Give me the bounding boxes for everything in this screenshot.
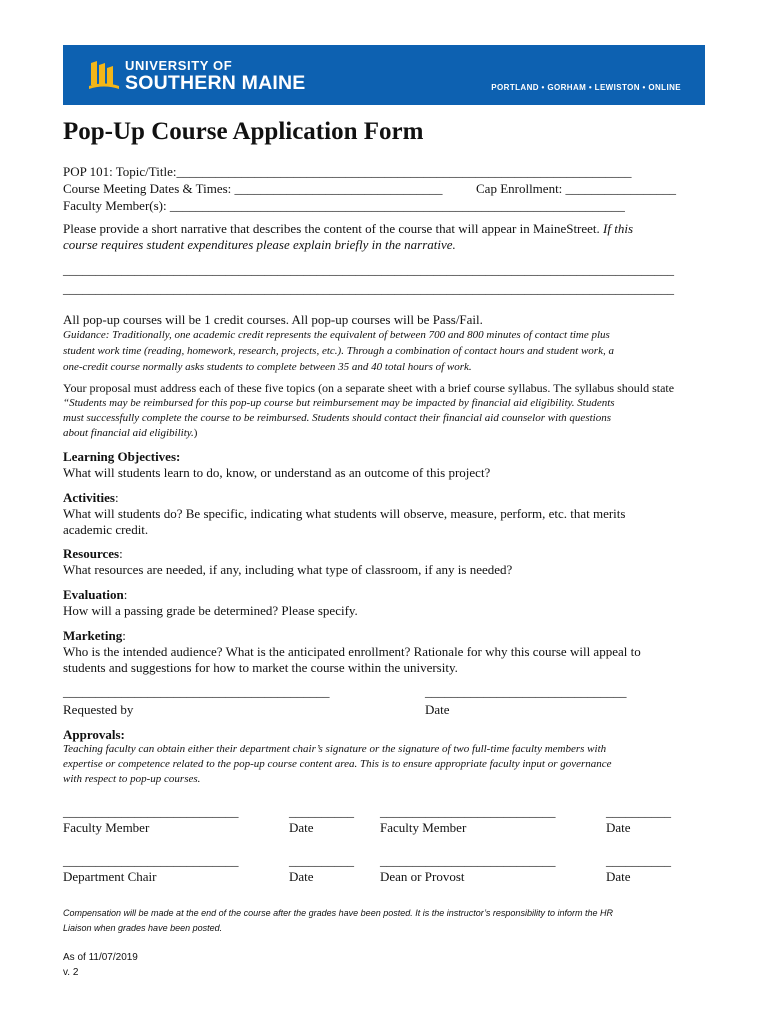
logo-university-of: UNIVERSITY OF [125,58,233,73]
faculty-member-label: Faculty Member [63,820,150,835]
proposal-line: must successfully complete the course to be reimbursed. Students should contact their financial aid counselor with questions [63,412,611,424]
university-banner [63,45,705,105]
topic-title-field[interactable]: POP 101: Topic/Title:______________________________________________________________________ [63,164,632,179]
date-label: Date [606,820,631,835]
approvals-text: Teaching faculty can obtain either their department chair’s signature or the signature of two full-time faculty members with [63,743,607,755]
dean-provost-signature-line[interactable]: ___________________________ [380,853,556,868]
narrative-instructions: Please provide a short narrative that describes the content of the course that will appear in MaineStreet. If this [63,221,634,236]
topic-activities: Activities: What will students do? Be specific, indicating what students will observe, measure, perform, etc. that merits academic credit. [63,490,626,537]
date-label: Date [289,820,314,835]
campus-list: PORTLAND • GORHAM • LEWISTON • ONLINE [491,83,681,92]
topic-learning-objectives: Learning Objectives: What will students learn to do, know, or understand as an outcome of this project? [63,449,491,480]
narrative-expenditure-note: course requires student expenditures please explain briefly in the narrative. [63,237,456,252]
department-chair-label: Department Chair [63,869,157,884]
cap-enrollment-field[interactable]: Cap Enrollment: _________________ [476,181,677,196]
guidance-line: one-credit course normally asks students to complete between 35 and 40 total hours of work. [63,361,472,373]
requested-by-signature-line[interactable]: _________________________________________ [63,684,330,699]
narrative-blank-line-1[interactable]: ______________________________________________________________________________________________ [63,262,674,277]
credit-note: All pop-up courses will be 1 credit courses. All pop-up courses will be Pass/Fail. [63,312,483,327]
department-chair-date-line[interactable]: __________ [289,853,354,868]
faculty-member-2-label: Faculty Member [380,820,467,835]
date-label: Date [289,869,314,884]
department-chair-signature-line[interactable]: ___________________________ [63,853,239,868]
approvals-heading: Approvals: [63,727,125,742]
faculty-member-2-date-line[interactable]: __________ [606,804,671,819]
proposal-line: “Students may be reimbursed for this pop-up course but reimbursement may be impacted by financial aid eligibility. Students [63,397,615,409]
request-date-label: Date [425,702,450,717]
proposal-line: about financial aid eligibility.) [63,427,198,439]
compensation-note: Compensation will be made at the end of the course after the grades have been posted. It is the instructor’s responsibility to inform the HR [63,908,613,918]
requested-by-label: Requested by [63,702,134,717]
page-title: Pop-Up Course Application Form [63,118,424,145]
as-of-date: As of 11/07/2019 [63,952,138,963]
meeting-dates-field[interactable]: Course Meeting Dates & Times: ________________________________ [63,181,443,196]
proposal-line: Your proposal must address each of these five topics (on a separate sheet with a brief course syllabus. The syllabus should state [63,381,675,395]
version-label: v. 2 [63,967,79,978]
dean-provost-date-line[interactable]: __________ [606,853,671,868]
faculty-member-date-line[interactable]: __________ [289,804,354,819]
logo-southern-maine: SOUTHERN MAINE [125,72,306,94]
topic-resources: Resources: What resources are needed, if any, including what type of classroom, if any is needed? [63,546,513,577]
topic-evaluation: Evaluation: How will a passing grade be determined? Please specify. [63,587,358,618]
faculty-member-signature-line[interactable]: ___________________________ [63,804,239,819]
date-label: Date [606,869,631,884]
compensation-note: Liaison when grades have been posted. [63,923,223,933]
approvals-text: with respect to pop-up courses. [63,773,201,785]
guidance-line: student work time (reading, homework, research, projects, etc.). Through a combination of contact hours and student work, a [63,345,614,357]
request-date-line[interactable]: _______________________________ [425,684,627,699]
guidance-line: Guidance: Traditionally, one academic credit represents the equivalent of between 700 and 800 minutes of contact time plus [63,329,610,341]
university-logo-icon [89,59,119,91]
dean-provost-label: Dean or Provost [380,869,465,884]
approvals-text: expertise or competence related to the pop-up course content area. This is to ensure appropriate faculty input or governance [63,758,612,770]
topic-marketing: Marketing: Who is the intended audience? What is the anticipated enrollment? Rationale for why this course will appeal to students and suggestions for how to market the course within the university. [63,628,641,675]
narrative-blank-line-2[interactable]: ______________________________________________________________________________________________ [63,281,674,296]
faculty-members-field[interactable]: Faculty Member(s): ______________________________________________________________________ [63,198,625,213]
faculty-member-2-signature-line[interactable]: ___________________________ [380,804,556,819]
